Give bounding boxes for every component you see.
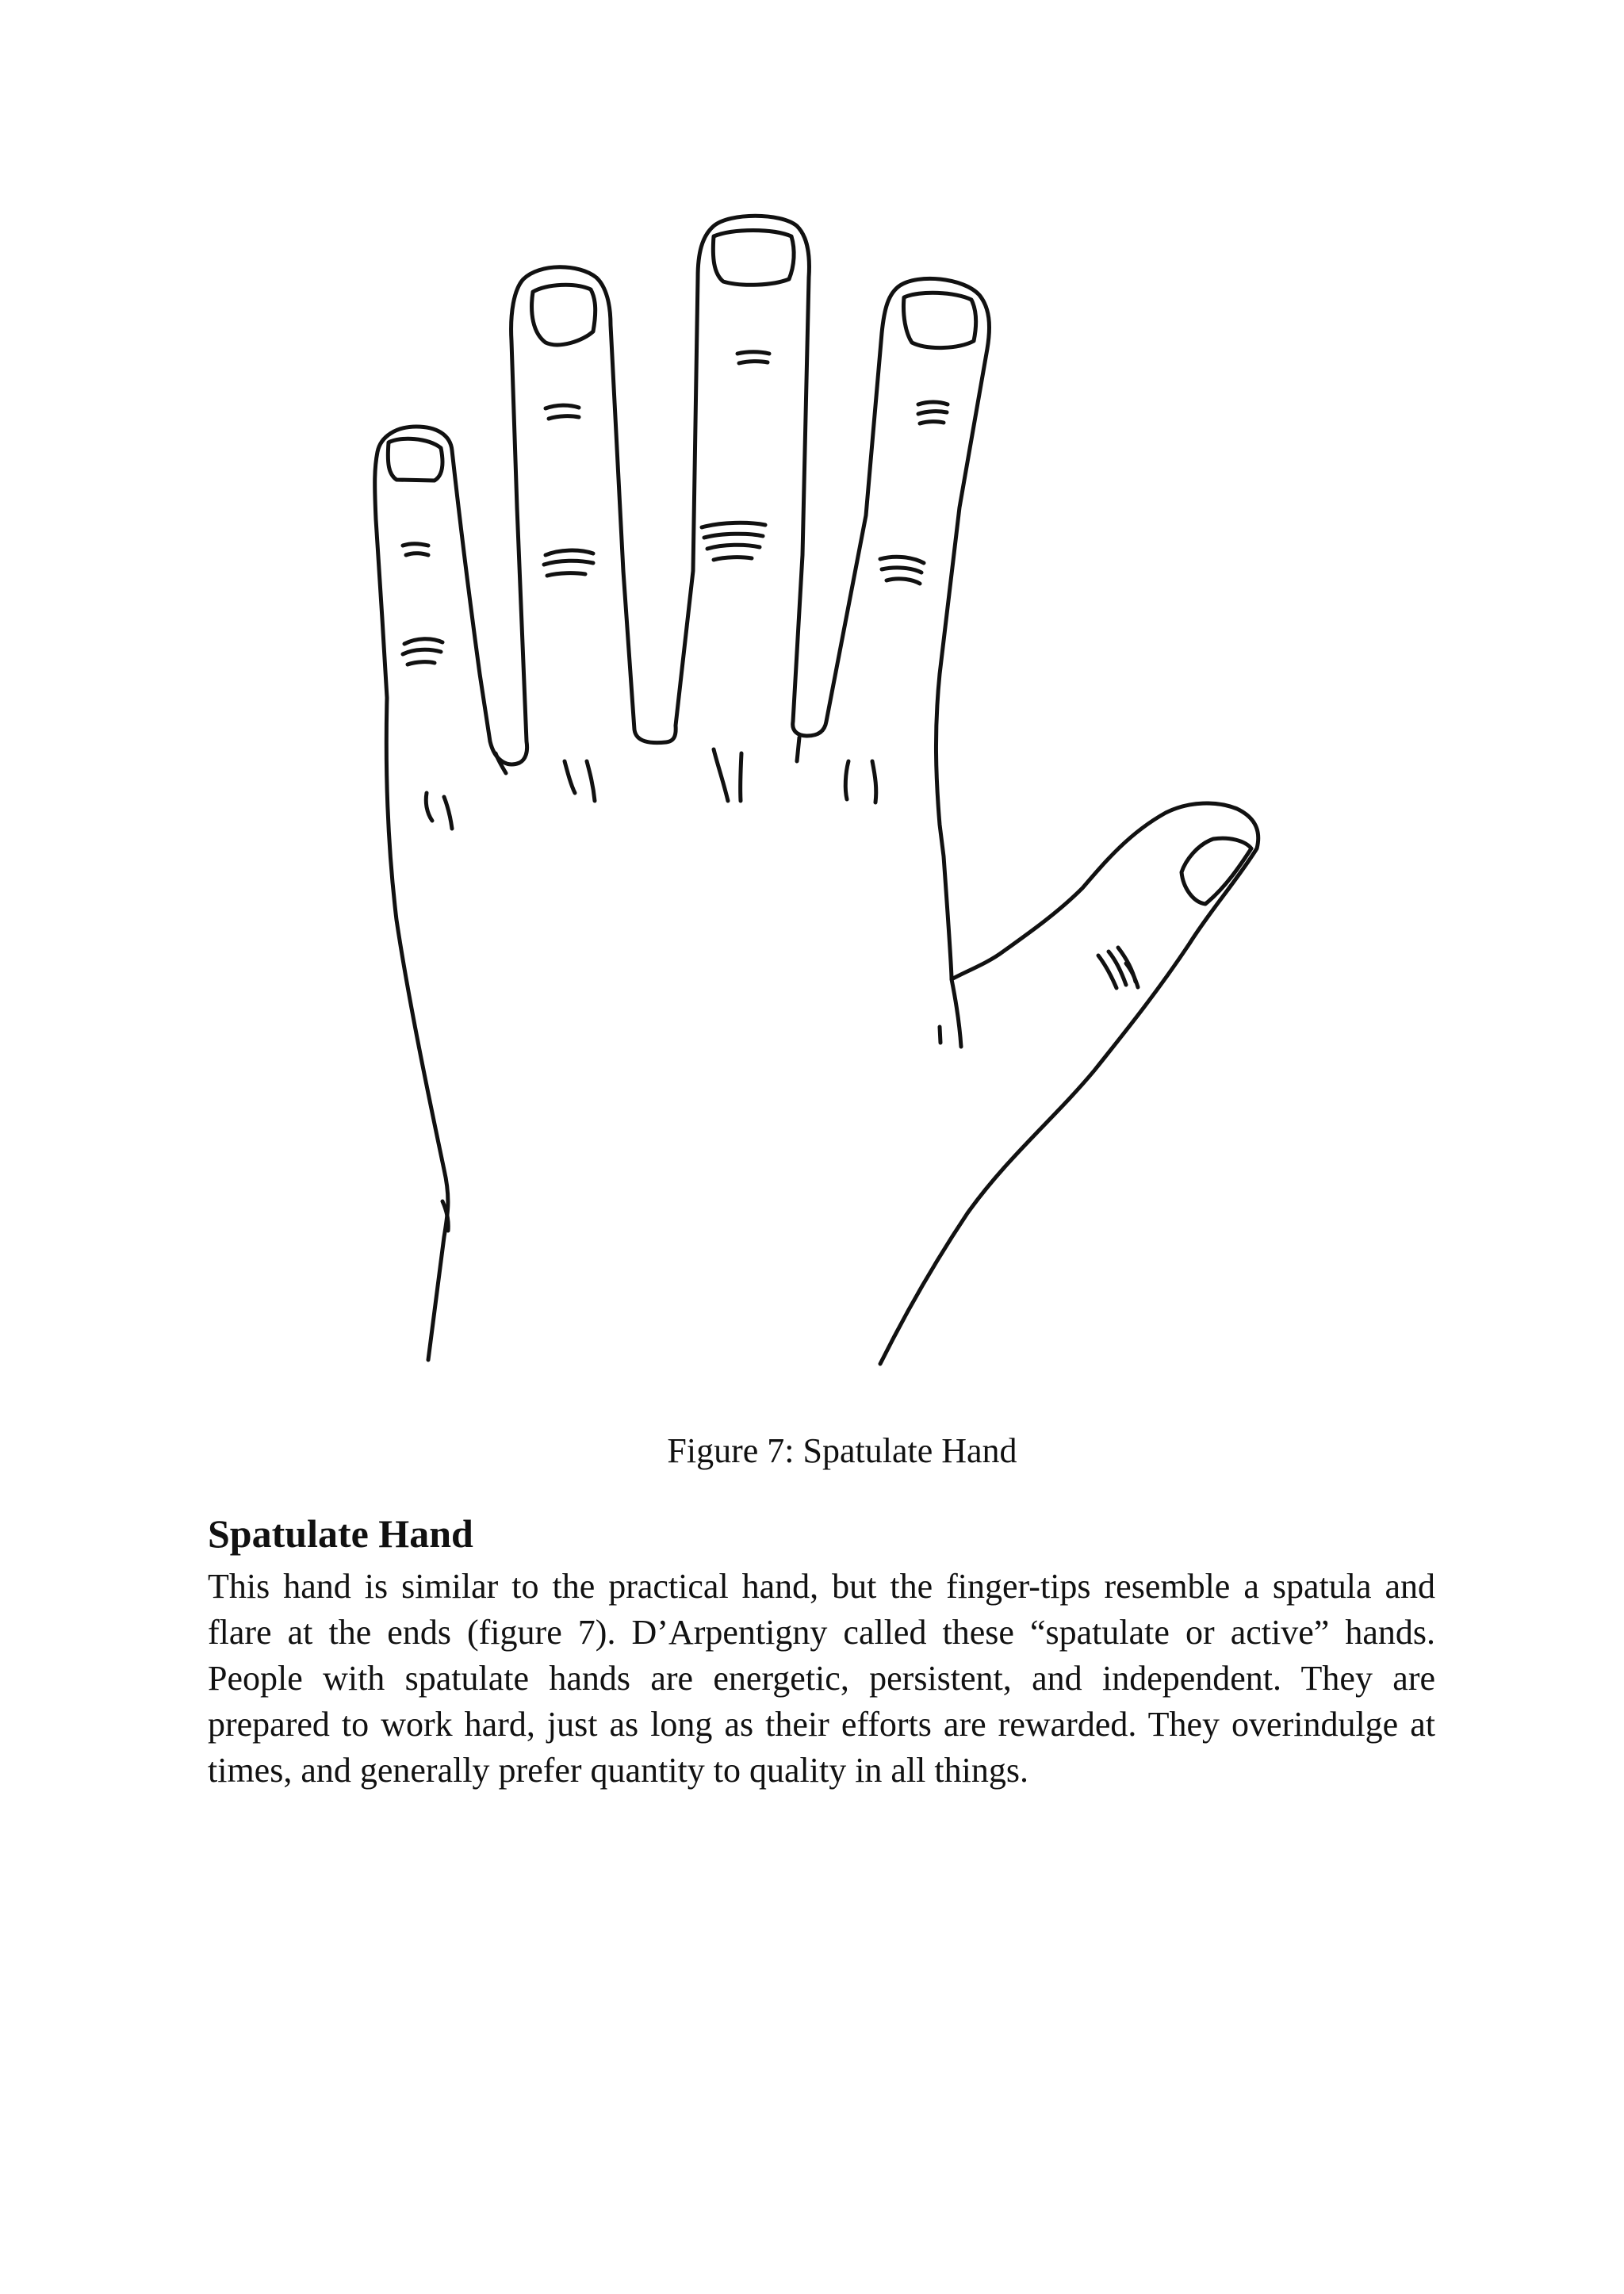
ring-finger-nail — [532, 285, 596, 345]
thumb-web-line — [952, 979, 961, 1047]
section-heading: Spatulate Hand — [208, 1511, 473, 1556]
little-finger-nail — [388, 439, 442, 481]
figure-caption: Figure 7: Spatulate Hand — [667, 1431, 1017, 1470]
body-paragraph: This hand is similar to the practical hand, but the finger-tips resemble a spatula and flare at the ends (figure 7). D’Arpentigny called these “spatulate or active” hands. People with spatulate hands are energetic, persistent, and independent. They are prepared to work hard, just as long as their efforts are rewarded. They overindulge at times, and generally prefer quantity to quality in all things. — [208, 1567, 1435, 1790]
middle-finger-nail — [713, 231, 794, 285]
index-finger-nail — [903, 293, 975, 347]
spatulate-hand-illustration — [341, 190, 1293, 1396]
hand-outline — [375, 216, 1258, 1364]
hand-figure — [341, 190, 1293, 1396]
